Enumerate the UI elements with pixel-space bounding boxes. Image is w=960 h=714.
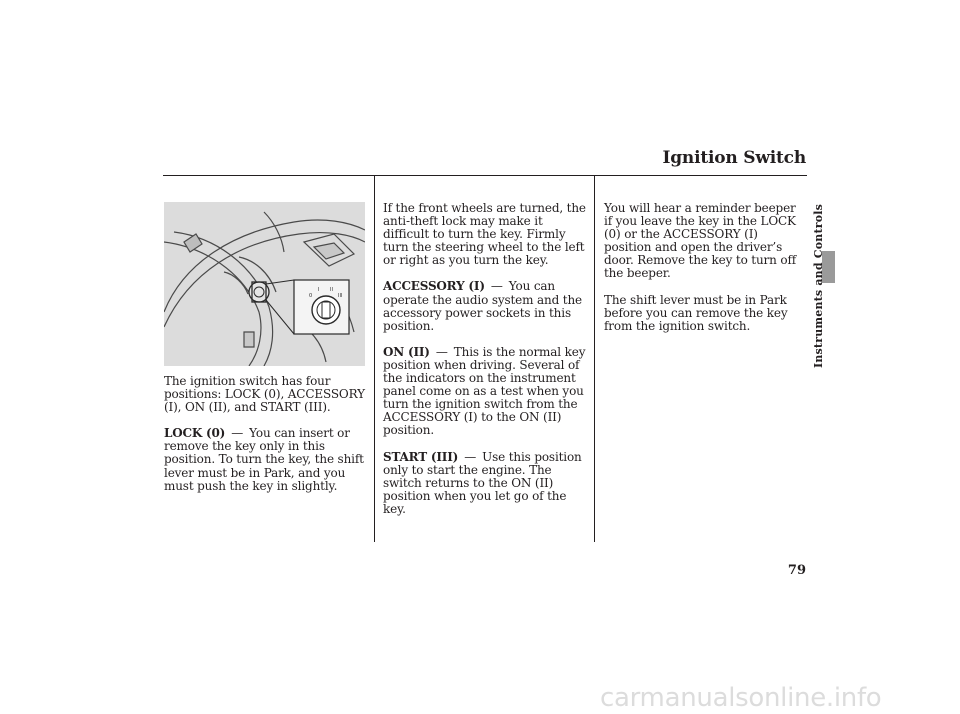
svg-text:0: 0 bbox=[309, 293, 313, 299]
section-side-label: Instruments and Controls bbox=[812, 203, 825, 368]
svg-text:III: III bbox=[338, 293, 343, 299]
accessory-text: You can operate the audio system and the accessory power sockets in this position. bbox=[383, 279, 582, 333]
lock-paragraph bbox=[164, 427, 369, 492]
column-1 bbox=[164, 375, 369, 493]
section-title: Ignition Switch bbox=[662, 148, 806, 168]
header-rule bbox=[163, 175, 807, 176]
start-heading: START (III) bbox=[383, 449, 459, 464]
on-text: This is the normal key position when driving. Several of the indicators on the instrument panel come on as a test when you turn the ignition switch from the ACCESSORY (I) to the ON (II) position. bbox=[383, 344, 586, 438]
dash-separator: — bbox=[490, 279, 503, 294]
start-paragraph bbox=[383, 451, 588, 516]
accessory-heading: ACCESSORY (I) bbox=[383, 279, 485, 294]
shift-lever-paragraph: The shift lever must be in Park before you can remove the key from the ignition switch. bbox=[604, 292, 788, 333]
start-text: Use this position only to start the engine. The switch returns to the ON (II) position when you let go of the key. bbox=[383, 449, 582, 516]
svg-text:I: I bbox=[318, 287, 320, 293]
on-heading: ON (II) bbox=[383, 344, 430, 359]
on-paragraph bbox=[383, 346, 588, 438]
ignition-switch-illustration-icon bbox=[164, 202, 365, 366]
intro-paragraph: The ignition switch has four positions: LOCK (0), ACCESSORY (I), ON (II), and START (III). bbox=[164, 374, 365, 415]
dash-separator: — bbox=[435, 344, 448, 359]
page-number: 79 bbox=[787, 563, 806, 578]
dash-separator: — bbox=[231, 426, 244, 441]
lock-continued-paragraph: If the front wheels are turned, the anti-theft lock may make it difficult to turn the key. Firmly turn the steering wheel to the left or right as you turn the key. bbox=[383, 201, 586, 268]
lock-heading: LOCK (0) bbox=[164, 426, 226, 441]
dash-separator: — bbox=[464, 449, 477, 464]
svg-text:II: II bbox=[330, 287, 333, 293]
watermark-text: carmanualsonline.info bbox=[600, 683, 882, 713]
column-3 bbox=[604, 202, 804, 333]
ignition-switch-illustration bbox=[164, 202, 365, 366]
column-divider-2 bbox=[594, 176, 595, 542]
lock-text: You can insert or remove the key only in this position. To turn the key, the shift lever must be in Park, and you must push the key in slightly. bbox=[164, 426, 364, 493]
accessory-paragraph bbox=[383, 280, 588, 332]
column-divider-1 bbox=[374, 176, 375, 542]
beeper-paragraph: You will hear a reminder beeper if you leave the key in the LOCK (0) or the ACCESSORY (I) position and open the driver’s door. Remove the key to turn off the beeper. bbox=[604, 201, 797, 281]
column-2 bbox=[383, 202, 588, 516]
